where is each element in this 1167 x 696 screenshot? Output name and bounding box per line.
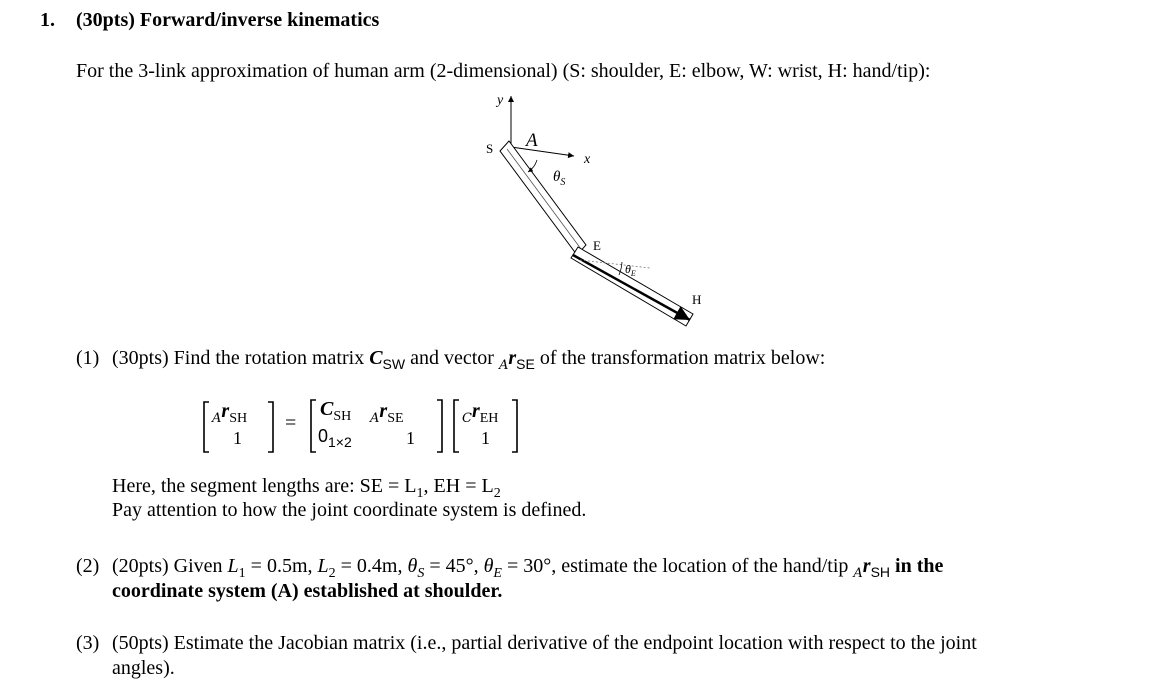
matrix-rhs-one: 1 xyxy=(481,428,490,448)
segment-lengths-note: Here, the segment lengths are: SE = $L_1$, EH = $L_2$ xyxy=(112,475,501,501)
forearm-vector xyxy=(573,255,690,320)
shoulder-label: S xyxy=(486,141,494,156)
matrix-lhs-top: $_Ar_{SH}$ xyxy=(212,400,248,426)
q1-pre: A xyxy=(498,358,509,373)
q3-line-2: angles). xyxy=(112,657,175,679)
q1-number: (1) xyxy=(76,347,100,369)
matrix-equals: = xyxy=(285,412,297,434)
q2-number: (2) xyxy=(76,555,100,577)
y-axis-label: y xyxy=(497,93,504,108)
q1-points: (30pts) xyxy=(112,347,169,369)
x-axis xyxy=(511,147,574,156)
matrix-mid-one: 1 xyxy=(406,428,415,448)
q1-text-1: Find the rotation matrix xyxy=(173,347,365,369)
question-2: (2) (20pts) Given $L_1 = 0.5m$, $L_2 = 0.4m$, $\theta_S = 45^\circ$, $\theta_E = 30^\circ$, estimate the location of the hand/tip $_Ar_{SH}$ in the xyxy=(76,555,944,581)
hand-label: H xyxy=(692,292,702,307)
q3-number: (3) xyxy=(76,632,100,654)
q1-r: r xyxy=(508,347,517,369)
problem-number: 1. xyxy=(40,9,55,31)
q1-c-sub: SW xyxy=(382,356,406,372)
theta-e-label: $\theta_E$ xyxy=(625,262,636,278)
question-1 xyxy=(76,347,825,373)
theta-s-label: $\theta_S$ xyxy=(553,169,566,188)
matrix-rhs-top: $_Cr_{EH}$ xyxy=(462,400,499,426)
q2-line-2: coordinate system (A) established at shoulder. xyxy=(112,580,503,602)
upper-arm-axis xyxy=(507,149,581,249)
q1-r-sub: SE xyxy=(516,356,535,372)
x-axis-label: x xyxy=(584,152,591,167)
q1-text-3: of the transformation matrix below: xyxy=(539,347,826,369)
intro-text: For the 3-link approximation of human arm (2-dimensional) (S: shoulder, E: elbow, W: wrist, H: hand/tip): xyxy=(76,60,931,82)
question-3: (3) (50pts) Estimate the Jacobian matrix (i.e., partial derivative of the endpoint location with respect to the joint xyxy=(76,632,977,654)
elbow-label: E xyxy=(593,238,601,253)
frame-label: A xyxy=(526,130,538,151)
q1-c: C xyxy=(369,347,383,369)
matrix-c-entry: $C_{SH}$ xyxy=(320,398,352,424)
joint-note: Pay attention to how the joint coordinate system is defined. xyxy=(112,499,587,521)
matrix-lhs-one: 1 xyxy=(233,428,242,448)
q1-text-2: and vector xyxy=(410,347,494,369)
problem-title: (30pts) Forward/inverse kinematics xyxy=(76,9,380,31)
matrix-r-entry: $_Ar_{SE}$ xyxy=(370,400,404,426)
matrix-zero-entry: $0_{1\times 2}$ xyxy=(318,426,352,450)
